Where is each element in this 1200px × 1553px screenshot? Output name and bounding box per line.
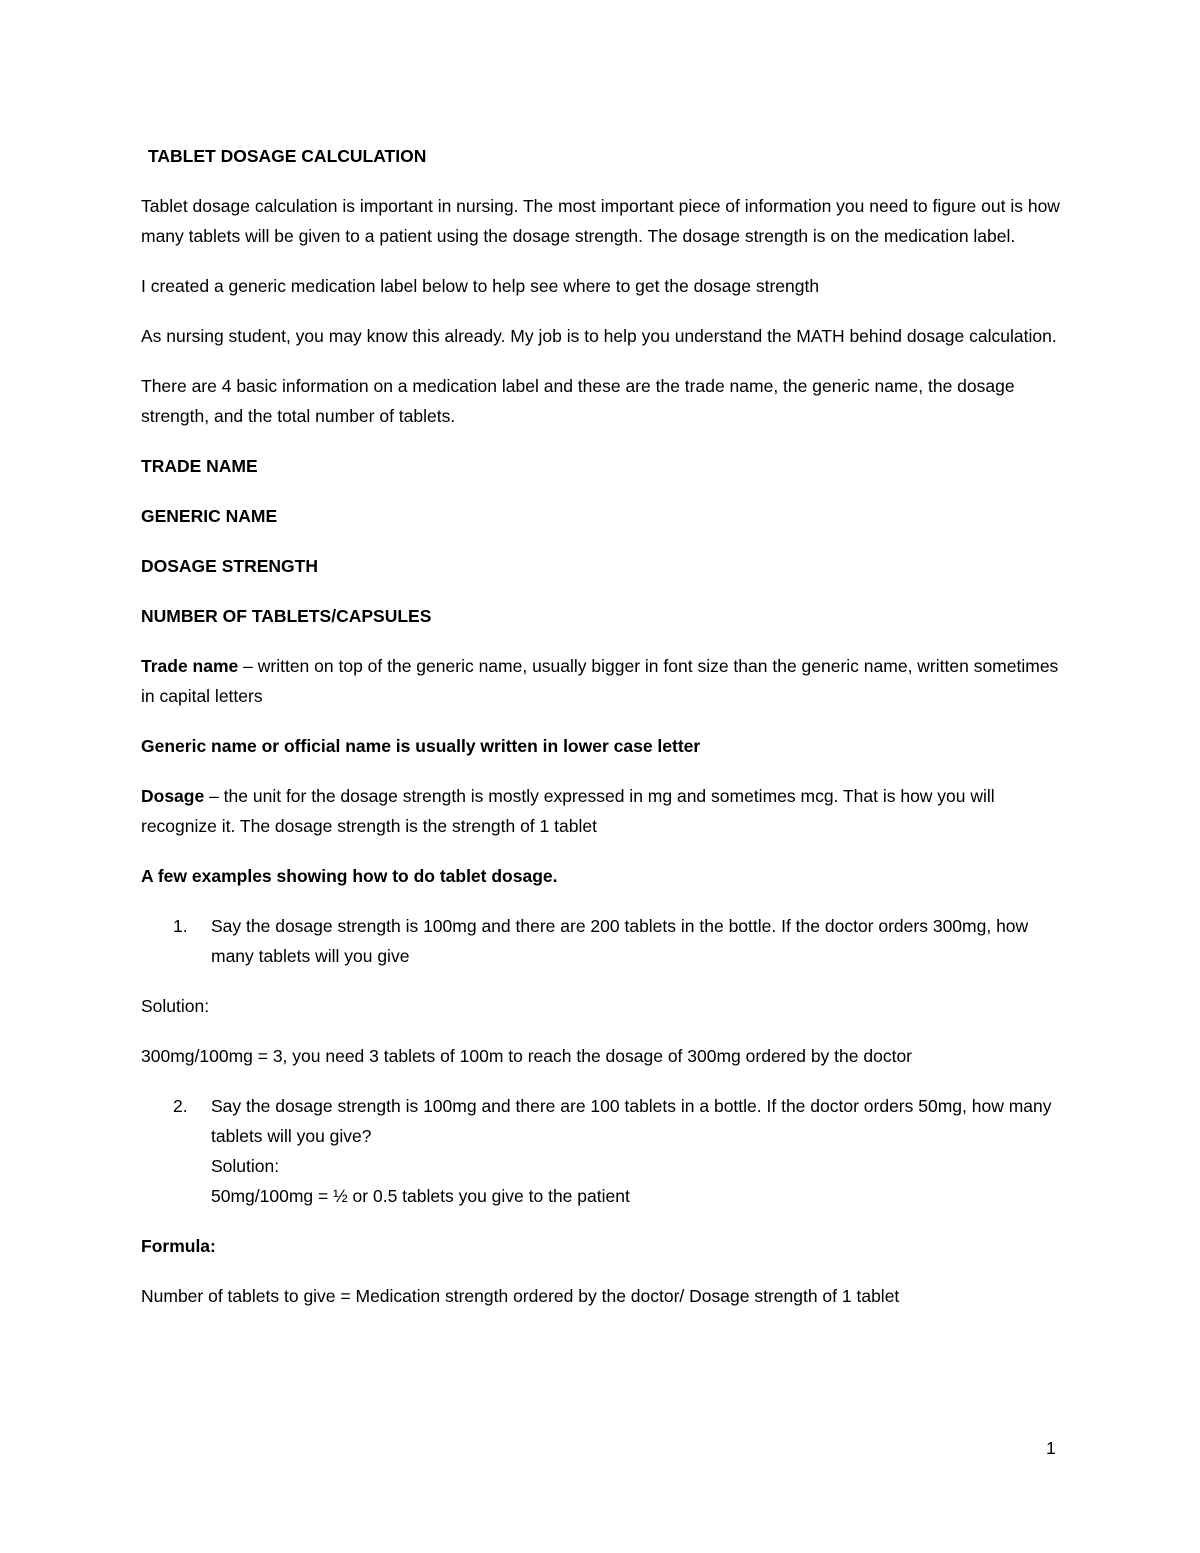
- student-note-paragraph: As nursing student, you may know this already. My job is to help you understand the MATH behind dosage calculation.: [141, 326, 1057, 346]
- label-note-paragraph: I created a generic medication label below to help see where to get the dosage strength: [141, 276, 820, 296]
- example-2-number: 2.: [173, 1096, 188, 1116]
- page-number: 1: [1046, 1438, 1056, 1458]
- example-2-solution: 50mg/100mg = ½ or 0.5 tablets you give to the patient: [211, 1186, 630, 1206]
- example-1-solution-label: Solution:: [141, 996, 210, 1016]
- example-2: [141, 1091, 1066, 1211]
- heading-dosage-strength: DOSAGE STRENGTH: [141, 556, 318, 576]
- generic-name-definition: Generic name or official name is usually written in lower case letter: [141, 736, 701, 756]
- heading-number-of-tablets: NUMBER OF TABLETS/CAPSULES: [141, 606, 432, 626]
- document-title: TABLET DOSAGE CALCULATION: [148, 146, 427, 166]
- dosage-definition: [141, 781, 1066, 841]
- heading-generic-name: GENERIC NAME: [141, 506, 278, 526]
- formula-label: Formula:: [141, 1236, 216, 1256]
- trade-name-text: – written on top of the generic name, usually bigger in font size than the generic name, written sometimes in capital letters: [141, 656, 1059, 706]
- example-2-solution-label: Solution:: [211, 1156, 280, 1176]
- example-2-question: Say the dosage strength is 100mg and there are 100 tablets in a bottle. If the doctor orders 50mg, how many tablets will you give?: [211, 1096, 1052, 1146]
- formula-text: Number of tablets to give = Medication strength ordered by the doctor/ Dosage strength of 1 tablet: [141, 1286, 900, 1306]
- examples-heading: A few examples showing how to do tablet dosage.: [141, 866, 558, 886]
- dosage-text: – the unit for the dosage strength is mostly expressed in mg and sometimes mcg. That is how you will recognize it. The dosage strength is the strength of 1 tablet: [141, 786, 995, 836]
- heading-trade-name: TRADE NAME: [141, 456, 258, 476]
- example-1-question: Say the dosage strength is 100mg and there are 200 tablets in the bottle. If the doctor orders 300mg, how many tablets will you give: [211, 916, 1029, 966]
- trade-name-term: Trade name: [141, 656, 239, 676]
- example-1: [141, 911, 1066, 971]
- example-1-number: 1.: [173, 916, 188, 936]
- example-1-solution: 300mg/100mg = 3, you need 3 tablets of 100m to reach the dosage of 300mg ordered by the doctor: [141, 1046, 912, 1066]
- example-list-1: [141, 911, 1066, 971]
- basic-info-paragraph: There are 4 basic information on a medication label and these are the trade name, the generic name, the dosage strength, and the total number of tablets.: [141, 376, 1015, 426]
- trade-name-definition: [141, 651, 1066, 711]
- dosage-term: Dosage: [141, 786, 205, 806]
- example-list-2: [141, 1091, 1066, 1211]
- intro-paragraph: Tablet dosage calculation is important in nursing. The most important piece of information you need to figure out is how many tablets will be given to a patient using the dosage strength. The dosage strength is on the medication label.: [141, 196, 1060, 246]
- page-content: [141, 141, 1066, 1331]
